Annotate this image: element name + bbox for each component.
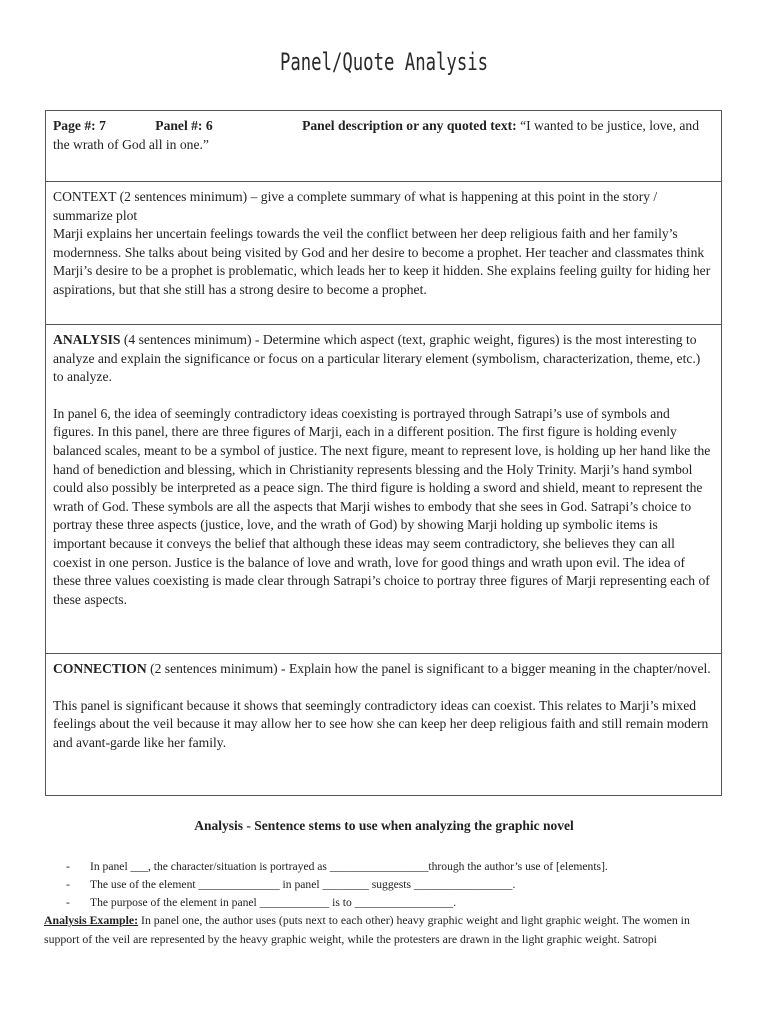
panel-info-row — [46, 111, 721, 182]
analysis-section — [46, 325, 721, 654]
stems-heading: Analysis - Sentence stems to use when analyzing the graphic novel — [194, 818, 574, 833]
panel-label: Panel #: — [155, 118, 203, 133]
analysis-instructions: (4 sentences minimum) - Determine which aspect (text, graphic weight, figures) is the most interesting to analyze and explain the significance or focus on a particular literary element (symbolism, characterization, theme, etc.) to analyze. — [53, 332, 701, 385]
list-item — [44, 894, 734, 912]
bullet-dash: - — [66, 860, 70, 873]
example-label: Analysis Example: — [44, 913, 139, 927]
description-label: Panel description or any quoted text: — [302, 118, 517, 133]
bullet-dash: - — [66, 895, 70, 909]
page-label: Page #: — [53, 118, 96, 133]
analysis-example — [44, 911, 724, 949]
list-item — [44, 858, 734, 876]
analysis-table — [45, 110, 722, 796]
connection-body: This panel is significant because it shows that seemingly contradictory ideas can coexist. This relates to Marji’s mixed feelings about the veil because it may allow her to see how she can keep her deep religious faith and still remain modern and avant-garde like her family. — [53, 697, 709, 750]
context-label: CONTEXT — [53, 189, 117, 204]
stem-text: The purpose of the element in panel ____________ is to _________________. — [90, 895, 457, 909]
description-text: “I wanted to be justice, love, and the wrath of God all in one.” — [53, 118, 700, 152]
analysis-body: In panel 6, the idea of seemingly contradictory ideas coexisting is portrayed through Satrapi’s use of symbols and figures. In this panel, there are three figures of Marji, each in a different position. The first figure is holding evenly balanced scales, meant to be a symbol of justice. The next figure, meant to represent love, is holding up her hand like the hand of benediction and blessing, which in Christianity represents blessing and the Holy Trinity. Marji’s hand symbol could also possibly be interpreted as a peace sign. The third figure is holding a sword and shield, meant to represent the wrath of God. These symbols are all the aspects that Marji wishes to embody that she sees in God. Satrapi’s choice to portray these three aspects (justice, love, and the wrath of God) by showing Marji holding up symbolic items is important because it conveys the belief that although these ideas may seem contradictory, she believes they can all coexist in one person. Justice is the balance of love and wrath, love for good things and wrath upon evil. The idea of these three values coexisting is made clear through Satrapi’s choice to portray three figures of Marji representing each of these aspects. — [53, 405, 711, 607]
stem-text: The use of the element ______________ in panel ________ suggests _________________. — [90, 877, 516, 891]
page-title: Panel/Quote Analysis — [279, 48, 489, 76]
connection-label: CONNECTION — [53, 661, 147, 676]
analysis-label: ANALYSIS — [53, 332, 121, 347]
connection-instructions: (2 sentences minimum) - Explain how the panel is significant to a bigger meaning in the chapter/novel. — [150, 661, 711, 676]
list-item — [44, 876, 734, 894]
example-text: In panel one, the author uses (puts next to each other) heavy graphic weight and light graphic weight. The women in support of the veil are represented by the heavy graphic weight, while the protesters are drawn in the light graphic weight. Satropi — [44, 913, 690, 946]
context-body: Marji explains her uncertain feelings towards the veil the conflict between her deep religious faith and her family’s modernness. She talks about being visited by God and her desire to become a prophet. Her teacher and classmates think Marji’s desire to be a prophet is problematic, which leads her to keep it hidden. She explains feeling guilty for hiding her aspirations, but that she still has a strong desire to become a prophet. — [53, 226, 711, 297]
context-section — [46, 182, 721, 325]
panel-value: 6 — [205, 118, 213, 133]
stem-text: In panel ___, the character/situation is portrayed as _________________through the author’s use of [elements]. — [90, 860, 608, 873]
bullet-dash: - — [66, 877, 70, 891]
context-instructions: (2 sentences minimum) – give a complete summary of what is happening at this point in the story / summarize plot — [53, 189, 658, 223]
stems-list — [44, 858, 734, 911]
connection-section — [46, 654, 721, 797]
page-value: 7 — [99, 118, 106, 133]
